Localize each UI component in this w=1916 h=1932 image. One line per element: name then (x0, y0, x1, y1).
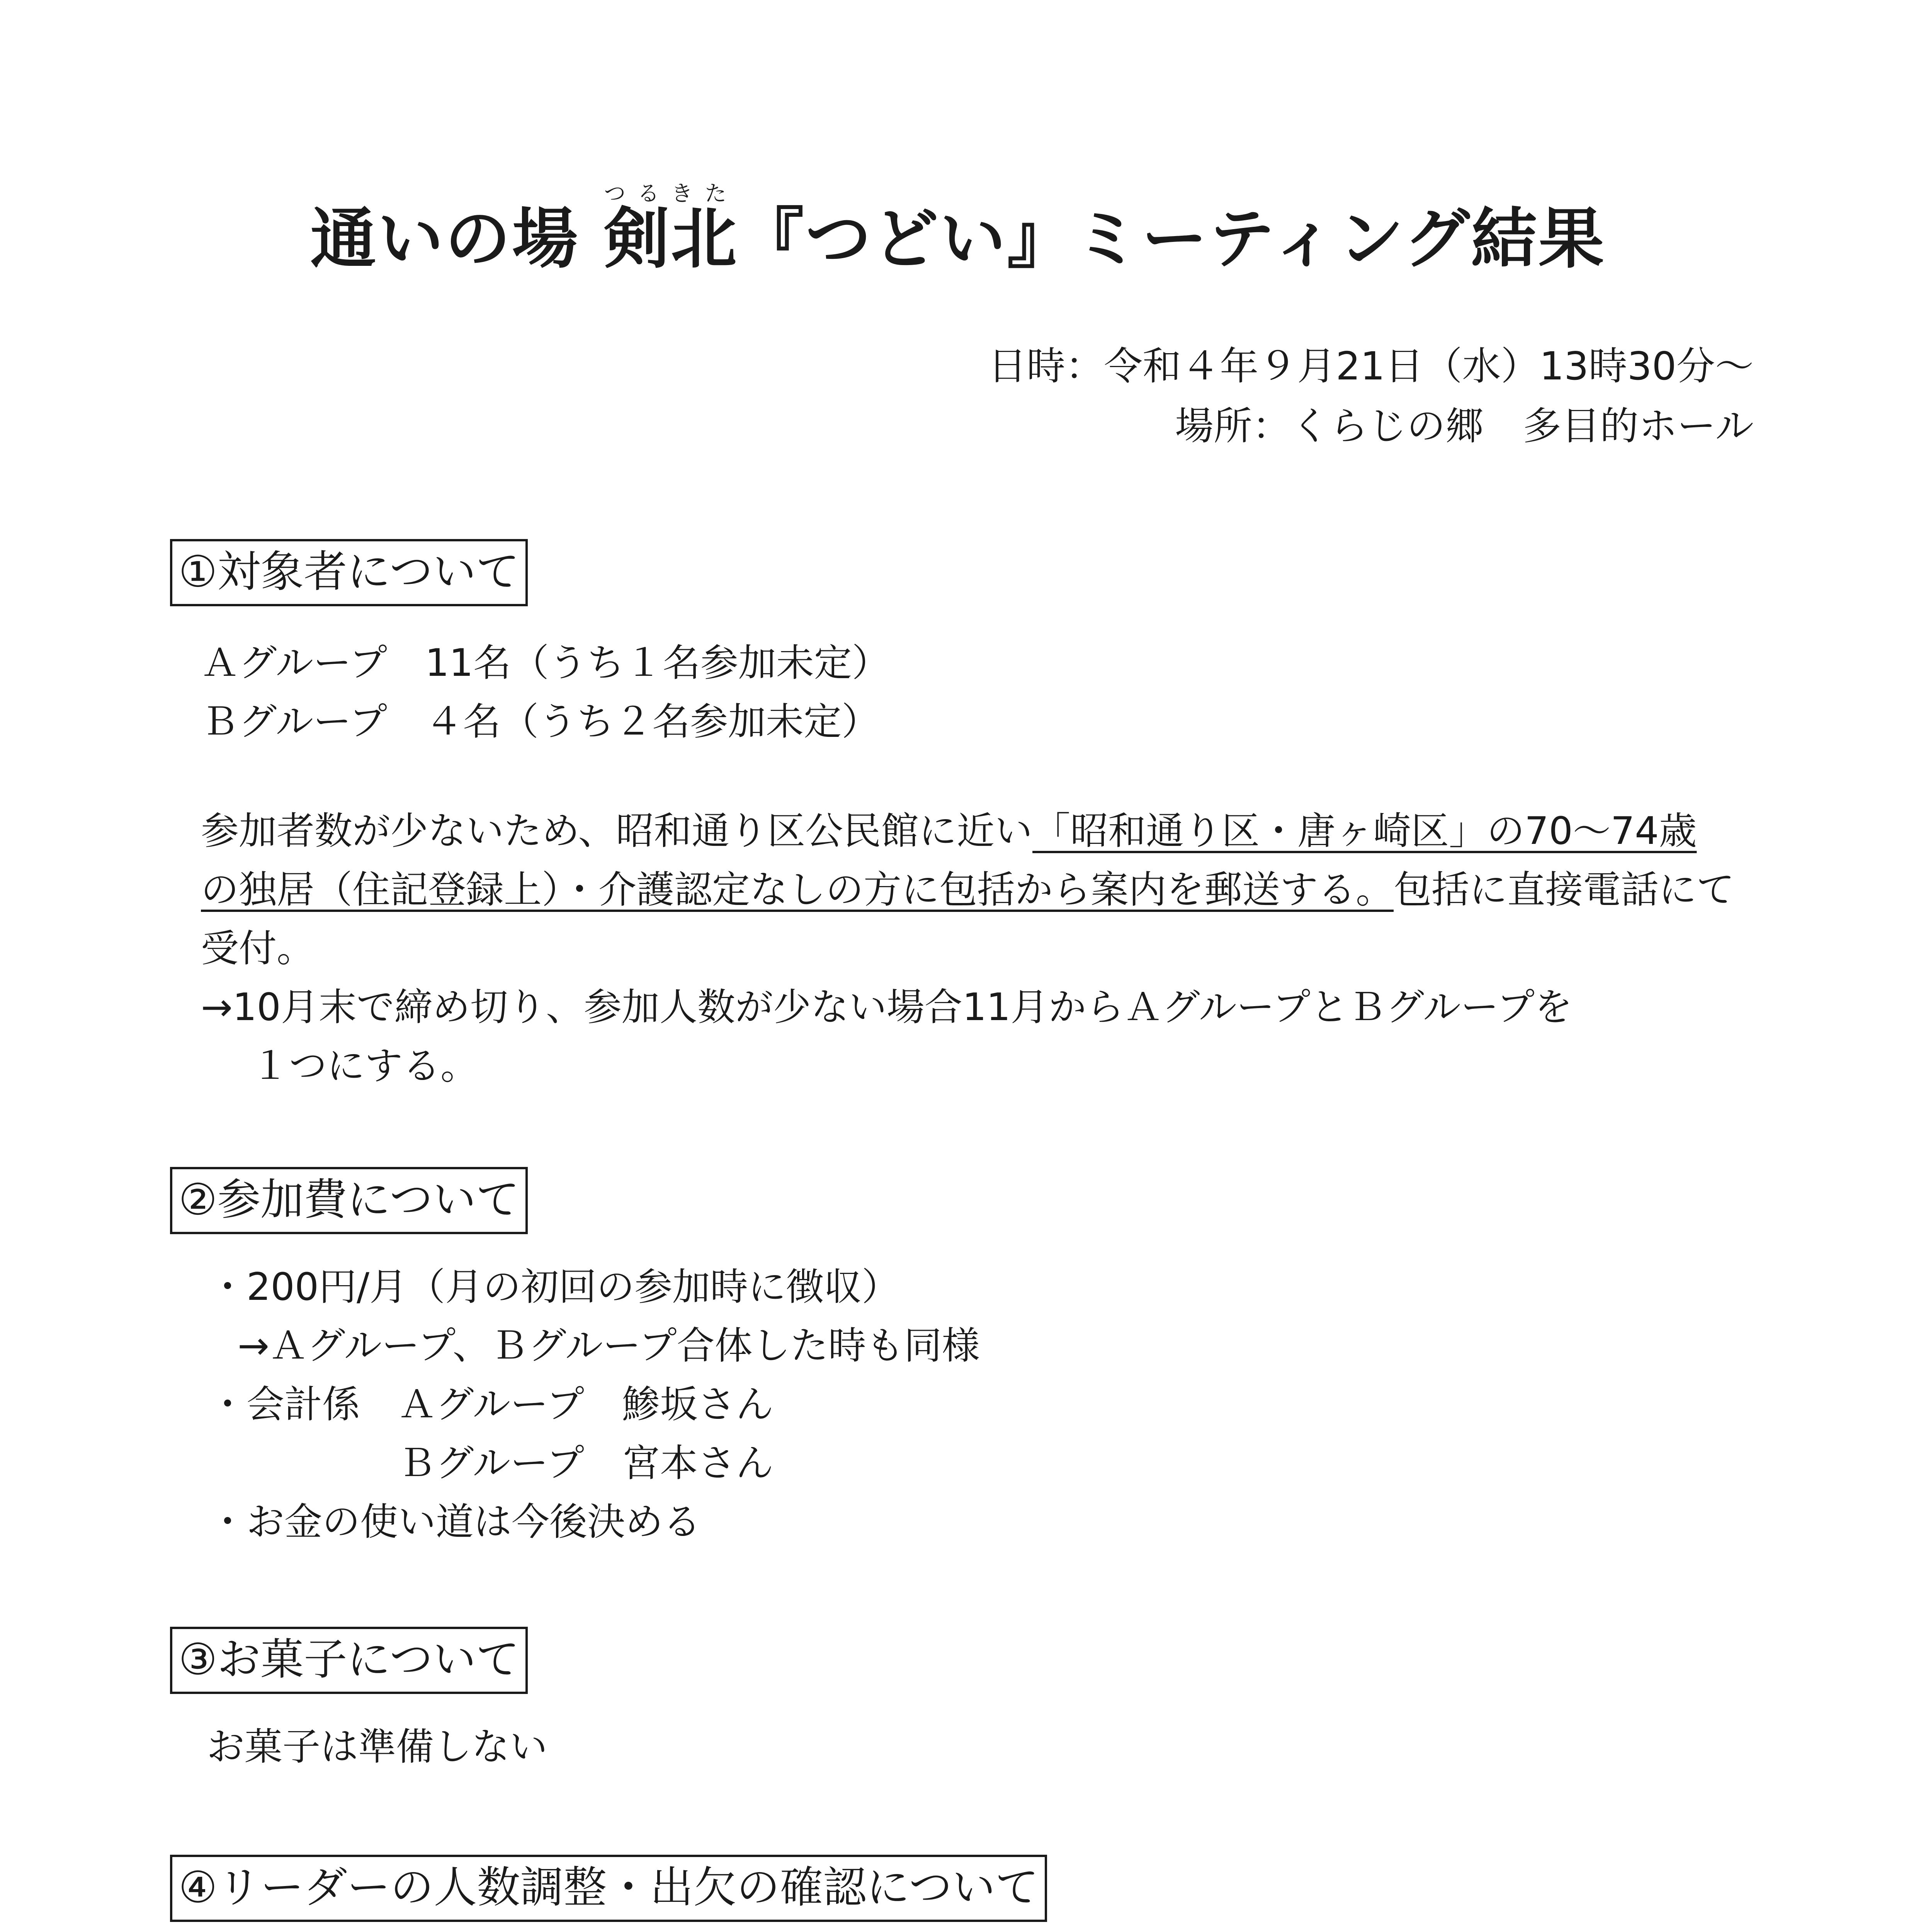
fee-line: Ｂグループ 宮本さん (398, 1441, 774, 1485)
paragraph-text: 包括に直接電話にて (1394, 868, 1735, 912)
meeting-datetime: 日時：令和４年９月21日（水）13時30分～ (988, 344, 1754, 389)
paragraph-line (201, 802, 1734, 861)
fee-line: ・お金の使い道は今後決める (209, 1500, 701, 1544)
section-heading-target: ①対象者について (170, 539, 528, 606)
paragraph-line: →10月末で締め切り、参加人数が少ない場合11月からＡグループとＢグループを (201, 985, 1573, 1029)
meeting-info (988, 336, 1754, 456)
paragraph-line (201, 861, 1734, 919)
underlined-text: の独居（住記登録上）・介護認定なしの方に包括から案内を郵送する。 (201, 868, 1394, 912)
document-title (0, 182, 1916, 286)
group-b-line: Ｂグループ ４名（うち２名参加未定） (201, 700, 880, 744)
title-suffix: 『つどい』ミーティング結果 (738, 201, 1606, 277)
section-heading-fee: ②参加費について (170, 1167, 528, 1234)
section-fee-body (209, 1258, 980, 1551)
title-ruby (604, 181, 738, 277)
section-heading-leader: ④リーダーの人数調整・出欠の確認について (170, 1855, 1047, 1922)
title-ruby-reading: つるきた (604, 181, 738, 206)
underlined-text: 「昭和通り区・唐ヶ崎区」の70～74歳 (1032, 809, 1697, 853)
title-prefix: 通いの場 (310, 201, 604, 277)
group-a-line: Ａグループ 11名（うち１名参加未定） (201, 641, 890, 685)
paragraph-line: 受付。 (201, 927, 315, 971)
snacks-line: お菓子は準備しない (207, 1725, 548, 1769)
title-ruby-base: 剣北 (604, 201, 738, 277)
fee-line: ・200円/月（月の初回の参加時に徴収） (209, 1265, 900, 1309)
section-target-paragraph (201, 802, 1734, 1095)
section-target-groups (201, 634, 890, 751)
meeting-place: 場所：くらじの郷 多目的ホール (1175, 403, 1754, 449)
section-heading-snacks: ③お菓子について (170, 1627, 528, 1694)
fee-line: ・会計係 Ａグループ 鯵坂さん (209, 1383, 774, 1427)
paragraph-text: 参加者数が少ないため、昭和通り区公民館に近い (201, 809, 1033, 853)
section-snacks-body (207, 1718, 547, 1776)
paragraph-line: １つにする。 (251, 1044, 479, 1088)
fee-line: →Ａグループ、Ｂグループ合体した時も同様 (238, 1324, 980, 1368)
